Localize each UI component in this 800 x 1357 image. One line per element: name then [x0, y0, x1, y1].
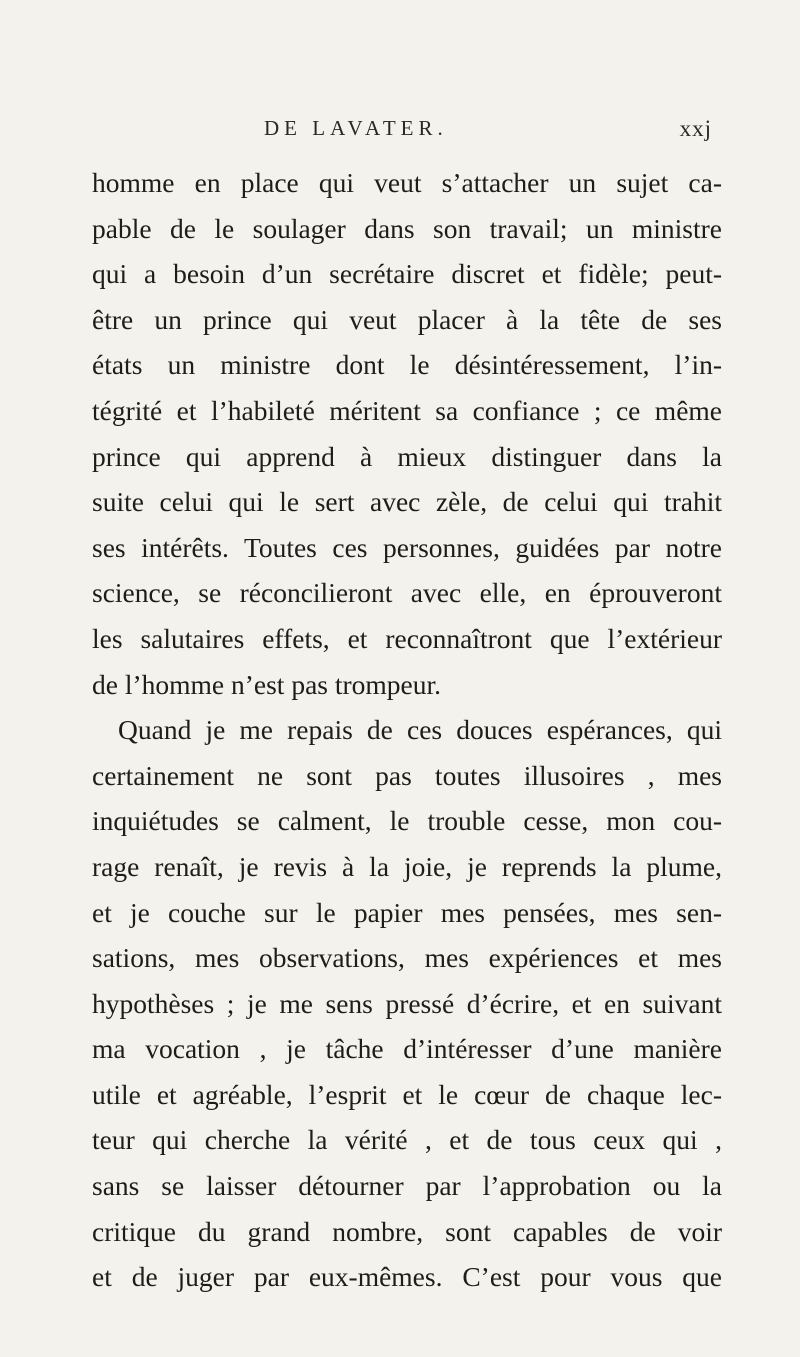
text-line: et je couche sur le papier mes pensées, mes sen-: [92, 896, 722, 928]
text-line-paragraph-end: de l’homme n’est pas trompeur.: [92, 668, 442, 700]
text-line: ma vocation , je tâche d’intéresser d’une manière: [92, 1033, 722, 1065]
text-line: homme en place qui veut s’attacher un sujet ca-: [92, 167, 722, 198]
text-line: ses intérêts. Toutes ces personnes, guidées par notre: [92, 531, 722, 563]
text-line: suite celui qui le sert avec zèle, de celui qui trahit: [92, 486, 722, 518]
running-head: [92, 116, 712, 150]
text-line: et de juger par eux-mêmes. C’est pour vous que: [92, 1261, 722, 1293]
text-line: inquiétudes se calment, le trouble cesse, mon cou-: [92, 805, 722, 837]
text-line: critique du grand nombre, sont capables de voir: [92, 1215, 722, 1247]
text-line: sans se laisser détourner par l’approbation ou la: [92, 1170, 722, 1202]
running-title: DE LAVATER.: [264, 116, 448, 140]
text-line: utile et agréable, l’esprit et le cœur de chaque lec-: [92, 1078, 722, 1110]
text-line: science, se réconcilieront avec elle, en éprouveront: [92, 577, 722, 609]
text-line: prince qui apprend à mieux distinguer dans la: [92, 440, 722, 472]
text-line: sations, mes observations, mes expériences et mes: [92, 942, 722, 974]
body-text: [92, 160, 722, 1300]
text-line: les salutaires effets, et reconnaîtront que l’extérieur: [92, 622, 722, 654]
text-line: être un prince qui veut placer à la tête de ses: [92, 303, 722, 335]
text-line: rage renaît, je revis à la joie, je reprends la plume,: [92, 850, 722, 882]
text-line: certainement ne sont pas toutes illusoires , mes: [92, 759, 722, 791]
page-number: xxj: [679, 116, 712, 141]
text-line: tégrité et l’habileté méritent sa confiance ; ce même: [92, 394, 722, 426]
text-line: teur qui cherche la vérité , et de tous ceux qui ,: [92, 1124, 722, 1156]
text-line: qui a besoin d’un secrétaire discret et fidèle; peut-: [92, 258, 722, 290]
text-line-paragraph-start: Quand je me repais de ces douces espérances, qui: [118, 714, 722, 746]
text-line: états un ministre dont le désintéressement, l’in-: [92, 349, 722, 381]
text-line: pable de le soulager dans son travail; un ministre: [92, 212, 722, 244]
text-line: hypothèses ; je me sens pressé d’écrire, et en suivant: [92, 987, 722, 1019]
